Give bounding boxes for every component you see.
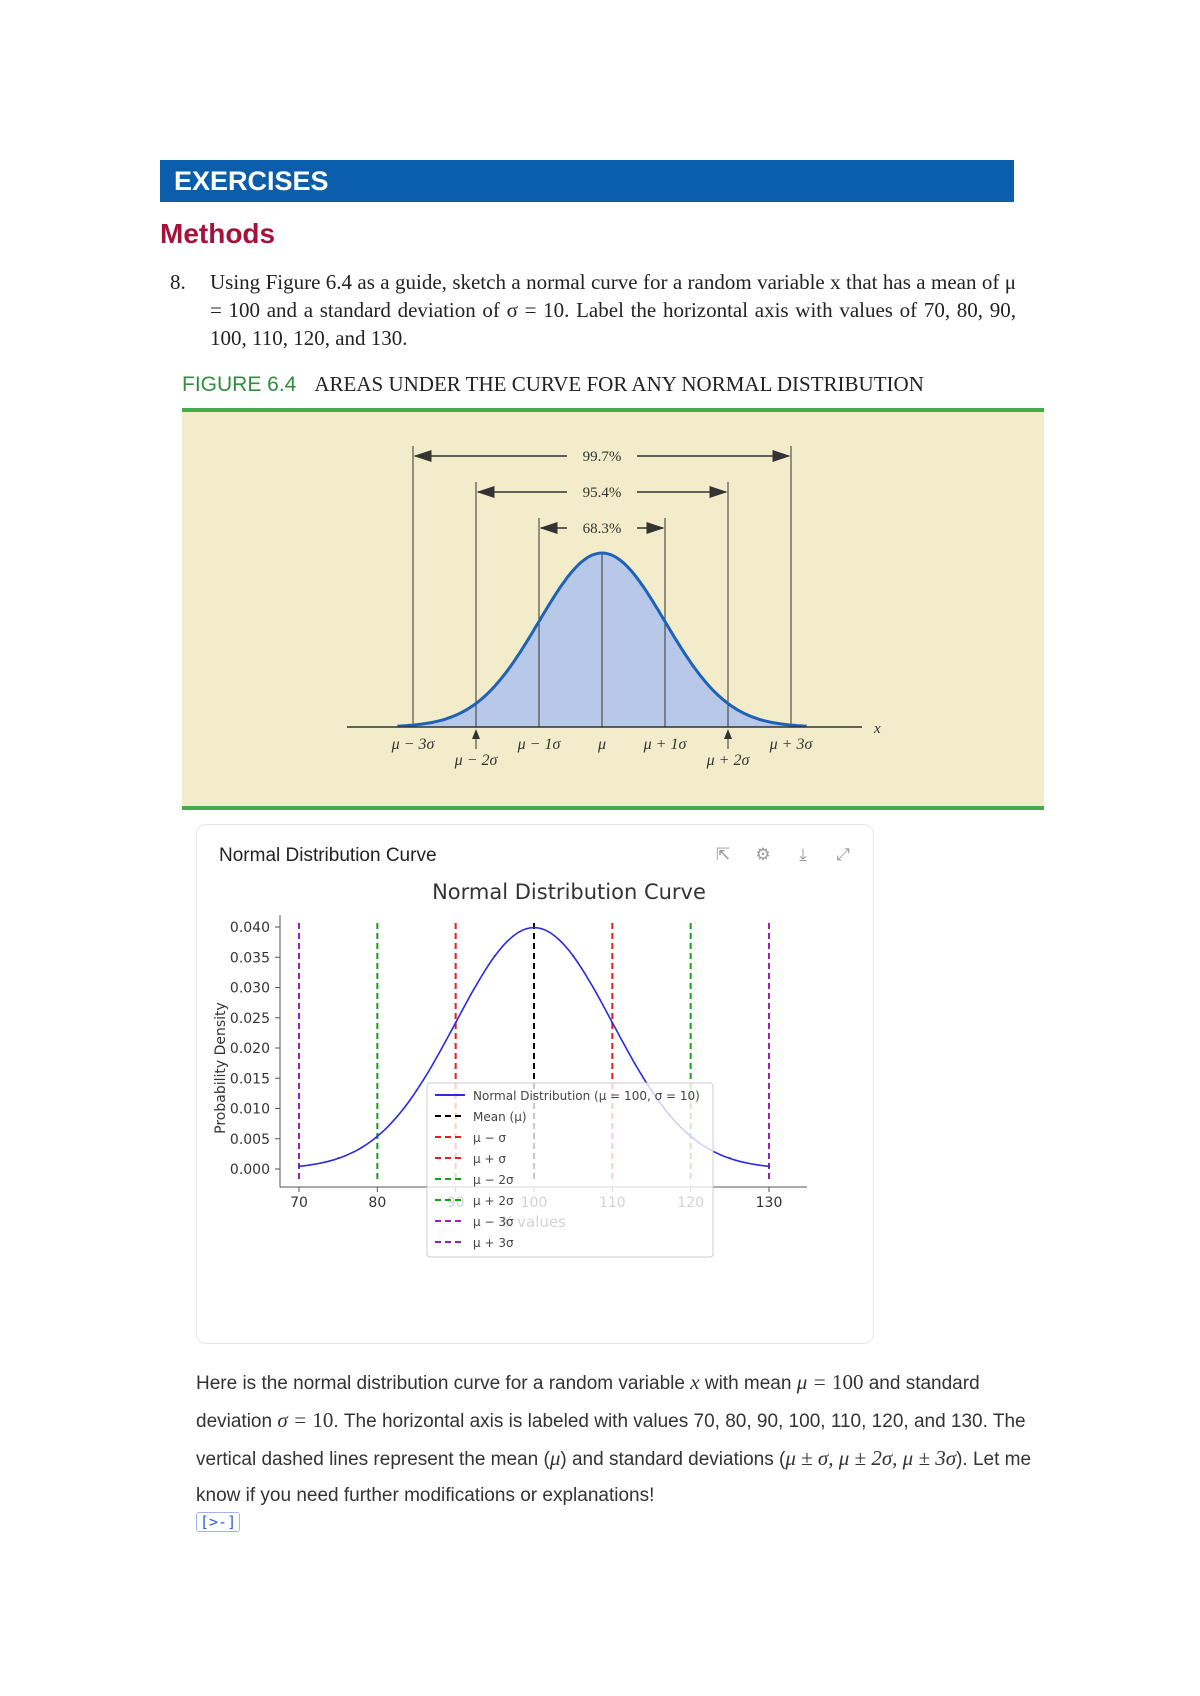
math-sigma-value: 10 <box>312 1408 334 1432</box>
y-tick-label: 0.000 <box>229 1162 270 1178</box>
axis-label: μ − 1σ <box>517 736 561 753</box>
figure-diagram <box>182 412 1044 806</box>
curve-point <box>533 927 535 929</box>
download-icon[interactable]: ⤓ <box>799 845 807 865</box>
answer-part: ). Let me know if you need further modifications or explanations! <box>196 1449 1032 1506</box>
x-tick-label: 80 <box>368 1195 387 1211</box>
legend-box <box>427 1083 713 1257</box>
curve-point <box>572 955 574 957</box>
y-tick-label: 0.010 <box>229 1101 270 1118</box>
math-mu: μ = <box>796 1370 832 1394</box>
answer-part: ) and standard deviations ( <box>560 1449 786 1470</box>
axis-label: μ + 3σ <box>769 736 813 753</box>
axis-label: μ − 3σ <box>391 736 435 753</box>
legend-label: μ + 3σ <box>473 1236 514 1250</box>
x-axis-var: x <box>874 721 881 737</box>
exercise-8 <box>170 268 1016 352</box>
legend-label: Normal Distribution (μ = 100, σ = 10) <box>473 1089 700 1103</box>
pct-label: 68.3% <box>582 521 622 537</box>
curve-point <box>298 1166 300 1168</box>
figure-title: AREAS UNDER THE CURVE FOR ANY NORMAL DISTRIBUTION <box>314 372 924 396</box>
curve-point <box>416 1089 418 1091</box>
chart <box>197 825 873 1343</box>
axis-label: μ − 2σ <box>454 752 498 769</box>
legend-label: μ + σ <box>473 1152 506 1166</box>
math-plus-minus: μ ± σ, μ ± 2σ, μ ± 3σ <box>785 1446 957 1470</box>
math-x: x <box>690 1370 700 1394</box>
figure-caption <box>182 372 924 397</box>
legend-label: μ − 3σ <box>473 1215 514 1229</box>
sliders-icon[interactable]: ⚙ <box>755 845 771 865</box>
methods-heading: Methods <box>160 218 276 249</box>
y-tick-label: 0.020 <box>229 1041 270 1057</box>
y-tick-label: 0.005 <box>229 1131 270 1148</box>
x-tick-label: 70 <box>290 1195 308 1211</box>
pct-label: 95.4% <box>582 485 622 501</box>
answer-part: Here is the normal distribution curve for a random variable <box>196 1373 691 1394</box>
y-tick-label: 0.030 <box>229 980 270 997</box>
legend-label: μ − σ <box>473 1131 506 1145</box>
exercises-banner: EXERCISES <box>160 160 1014 202</box>
exercise-text: Using Figure 6.4 as a guide, sketch a normal curve for a random variable x that has a mean of μ = 100 and a standard deviation of σ = 10. Label the horizontal axis with values of 70, 80, 90, 100, 110, 120, and 130. <box>210 270 1016 350</box>
curve-point <box>729 1157 731 1159</box>
answer-part: . The horizontal axis is labeled with values 70, 80, 90, 100, 110, 120, and 130. The vertical dashed lines represent the mean ( <box>196 1411 1026 1470</box>
figure-label: FIGURE 6.4 <box>182 373 297 396</box>
citation-link[interactable]: [>-] <box>196 1512 240 1532</box>
answer-part: and standard deviation <box>196 1373 980 1432</box>
pointer-icon[interactable]: ⇱ <box>715 845 731 865</box>
pct-label: 99.7% <box>582 449 622 465</box>
legend <box>427 1083 713 1257</box>
x-tick-label: 130 <box>755 1195 783 1211</box>
legend-label: Mean (μ) <box>473 1110 527 1124</box>
y-tick-label: 0.015 <box>229 1071 270 1088</box>
chart-title: Normal Distribution Curve <box>432 880 706 904</box>
math-sigma: σ = <box>277 1408 313 1432</box>
expand-icon[interactable]: ⤢ <box>836 845 850 865</box>
answer-text <box>196 1364 1036 1514</box>
answer-part: with mean <box>699 1373 797 1394</box>
axis-label: μ + 2σ <box>706 752 750 769</box>
curve-point <box>337 1157 339 1159</box>
y-tick-label: 0.035 <box>229 950 270 967</box>
exercise-number: 8. <box>170 270 186 294</box>
y-axis-label: Probability Density <box>213 1002 229 1134</box>
legend-label: μ − 2σ <box>473 1173 514 1187</box>
math-mu-symbol: μ <box>549 1446 561 1470</box>
axis-label: μ + 1σ <box>643 736 687 753</box>
curve-point <box>611 1022 613 1024</box>
curve-point <box>455 1022 457 1024</box>
curve-point <box>768 1166 770 1168</box>
figure-6-4 <box>182 408 1044 810</box>
legend-label: μ + 2σ <box>473 1194 514 1208</box>
math-mu-value: 100 <box>831 1370 864 1394</box>
y-tick-label: 0.040 <box>229 920 270 936</box>
curve-point <box>376 1135 378 1137</box>
chart-card <box>196 824 874 1344</box>
axis-label: μ <box>597 736 607 753</box>
card-title: Normal Distribution Curve <box>219 845 437 866</box>
curve-point <box>494 955 496 957</box>
y-tick-label: 0.025 <box>229 1010 270 1027</box>
